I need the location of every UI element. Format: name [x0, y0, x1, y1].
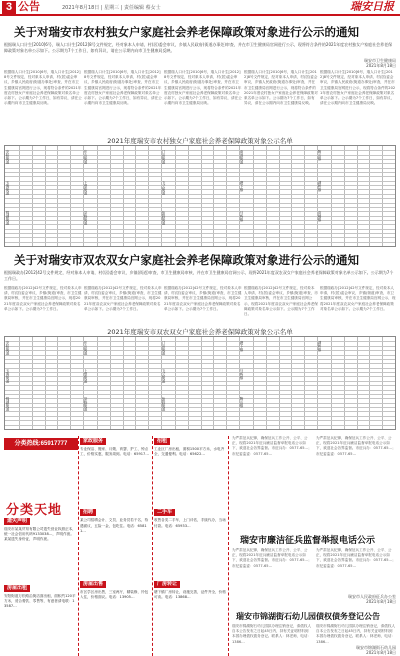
table-row [5, 229, 395, 230]
table-town-label: 玉海街道 [6, 369, 10, 383]
table-town-label: 东山街道 [84, 150, 88, 164]
right-column-text [232, 436, 396, 528]
table-column-divider [32, 146, 33, 246]
right-column-text-col: 为严肃征兵纪律，确保征兵工作公开、公平、公正，现将2021年征兵廉洁监督举报电话公示如下，欢迎社会各界监督。市征兵办：0577-65…；市纪委监委：0577-65… [232, 436, 312, 456]
notice3-text: 为严肃征兵纪律，确保征兵工作公开、公平、公正，现将2021年征兵廉洁监督举报电话公示如下，欢迎社会各界监督。市征兵办：0577-65…；市纪委监委：0577-65… [232, 548, 312, 568]
table-column-divider [304, 146, 305, 246]
table-row [5, 359, 395, 360]
notice2-body-col: 根据瑞政办[2012]42号文件规定，经对象本人申请，村(居)委会审议，乡镇(街道)审查，市卫生健康局审核，并在市卫生健康局官网公示，现将2021年度双农双女户家庭社会养老保障政策对象名单公示如下。公示期为7个工作日。 [320, 286, 396, 311]
table-row [5, 242, 395, 243]
table-town-label: 上望街道 [84, 180, 88, 195]
table-column-divider [213, 146, 214, 246]
table-row [5, 189, 395, 190]
table-column-divider [369, 146, 370, 246]
table-town-label: 仙降街道 [162, 397, 166, 411]
table-town-label: 飞云街道 [162, 180, 166, 195]
classified-banner: 分类天地 [6, 502, 63, 517]
notice4-signature: 瑞安市锦湖街石幼儿园 2021年8月18日 [356, 645, 396, 655]
table-town-label: 东山街道 [84, 341, 88, 355]
table-row [5, 341, 395, 342]
table-row [5, 176, 395, 177]
table-row [5, 185, 395, 186]
table-row [5, 376, 395, 377]
table-row [5, 203, 395, 204]
table-column-divider [188, 146, 189, 246]
table-row [5, 403, 395, 404]
table-column-divider [253, 146, 254, 246]
notice2-lead: 根据瑞政办[2012]42号文件规定，经对象本人申请，村(居)委会审议，乡镇(街道)审查，市卫生健康局审核，并在市卫生健康局官网公示，现将2021年度双农双女户家庭社会养老保障政策对象名单公示如下。公示期为7个工作日。 [4, 270, 394, 281]
table-row [5, 363, 395, 364]
table-row [5, 416, 395, 417]
classified-ad-text: 某公司招聘会计、文员、业务员若干名，待遇面议，五险一金，包吃住。电话：65811… [80, 518, 149, 533]
table-column-divider [97, 146, 98, 246]
table-row [5, 181, 395, 182]
table-row [5, 220, 395, 221]
masthead-logo: 瑞安日报 [350, 1, 394, 13]
table-row [5, 385, 395, 386]
table-row [5, 390, 395, 391]
table-column-divider [148, 146, 149, 246]
notice2-body-col: 根据瑞政办[2012]42号文件规定，经对象本人申请，村(居)委会审议，乡镇(街道)审查，市卫生健康局审核，并在市卫生健康局官网公示，现将2021年度双农双女户家庭社会养老保障政策对象名单公示如下。公示期为7个工作日。 [244, 286, 318, 317]
table-row [5, 355, 395, 356]
table-row [5, 159, 395, 160]
classified-divider [152, 436, 153, 656]
table-town-label: 陶山镇 [240, 397, 244, 408]
notice1-lead: 根据瑞人口计生[2010]6号，瑞人口计生[2012]8号文件规定，经对象本人申请，村(居)委会审议，乡镇人民政府(街道办事处)审查，并在市卫生健康局官网进行公示，现将符合条件的2021年度农村独女户家庭社会养老保障政策对象名单公示如下。公示期为7个工作日，如有异议，请在公示期内向市卫生健康局反映。 [4, 42, 393, 53]
table-column-divider [344, 146, 345, 246]
table-column-divider [70, 146, 71, 246]
table-column-divider [382, 146, 383, 246]
table-town-label: 马屿镇 [240, 369, 244, 380]
table-column-divider [110, 146, 111, 246]
notice2-table-title: 2021年度瑞安市双农双女户家庭社会养老保障政策对象公示名单 [107, 328, 293, 336]
table-row [5, 394, 395, 395]
table-row [5, 233, 395, 234]
table-row [5, 163, 395, 164]
table-town-label: 汀田街道 [162, 150, 166, 164]
table-row [5, 425, 395, 426]
notice1-signature: 瑞安市卫生健康局 2021年8月18日 [364, 58, 396, 68]
right-column-text-col: 为严肃征兵纪律，确保征兵工作公开、公平、公正，现将2021年征兵廉洁监督举报电话公示如下，欢迎社会各界监督。市征兵办：0577-65…；市纪委监委：0577-65… [316, 436, 396, 456]
table-row [5, 407, 395, 408]
page-header [0, 0, 400, 16]
table-town-label: 上望街道 [84, 369, 88, 383]
table-column-divider [175, 146, 176, 246]
notice3-title: 瑞安市廉洁征兵监督举报电话公示 [240, 535, 376, 545]
table-town-label: 莘塍街道 [84, 211, 88, 226]
classified-ad-text: 收售各类二手车，上门评估，手续代办，当场付款。电话：65933… [154, 518, 226, 528]
notice1-table-title: 2021年度瑞安市农村独女户家庭社会养老保障政策对象公示名单 [107, 137, 293, 145]
table-column-divider [331, 146, 332, 246]
table-town-label: 湖岭镇 [318, 341, 322, 352]
table-column-divider [291, 146, 292, 246]
classified-section-header: 房屋出售 [80, 581, 106, 588]
notice1-title: 关于对瑞安市农村独女户家庭社会养老保障政策对象进行公示的通知 [14, 27, 359, 39]
notice4-title: 瑞安市锦湖街石幼儿园债权债务登记公告 [236, 612, 380, 621]
table-row [5, 207, 395, 208]
notice1-body-col: 根据瑞人口计生[2010]6号，瑞人口计生[2012]8号文件规定，经对象本人申请，村(居)委会审议，乡镇人民政府(街道办事处)审查，并在市卫生健康局官网进行公示，现将符合条件的2021年度农村独女户家庭社会养老保障政策对象名单公示如下。公示期为7个工作日，如有异议，请在公示期内向市卫生健康局反映。 [4, 70, 82, 106]
table-town-label: 玉海街道 [6, 180, 10, 195]
table-row [5, 194, 395, 195]
table-row [5, 420, 395, 421]
table-town-label: 锦湖街道 [6, 397, 10, 411]
table-row [5, 198, 395, 199]
table-row [5, 346, 395, 347]
table-town-label: 安阳街道 [6, 150, 10, 164]
table-row [5, 368, 395, 369]
notice1-body-col: 根据瑞人口计生[2010]6号，瑞人口计生[2012]8号文件规定，经对象本人申请，村(居)委会审议，乡镇人民政府(街道办事处)审查，并在市卫生健康局官网进行公示，现将符合条件的2021年度农村独女户家庭社会养老保障政策对象名单公示如下。公示期为7个工作日，如有异议，请在公示期内向市卫生健康局反映。 [84, 70, 162, 106]
table-column-divider [266, 146, 267, 246]
notice4-text: 瑞安市锦湖街石幼儿园拟办理注销登记，请债权人自本公告发布之日起45日内，持有关证明材料到本园办理债权债务登记。联系人：林老师，电话：1386… [232, 624, 312, 644]
notice1-body-col: 根据瑞人口计生[2010]6号，瑞人口计生[2012]8号文件规定，经对象本人申请，村(居)委会审议，乡镇人民政府(街道办事处)审查，并在市卫生健康局官网进行公示，现将符合条件的2021年度农村独女户家庭社会养老保障政策对象名单公示如下。公示期为7个工作日，如有异议，请在公示期内向市卫生健康局反映。 [164, 70, 242, 106]
notice2-body-col: 根据瑞政办[2012]42号文件规定，经对象本人申请，村(居)委会审议，乡镇(街道)审查，市卫生健康局审核，并在市卫生健康局官网公示，现将2021年度双农双女户家庭社会养老保障政策对象名单公示如下。公示期为7个工作日。 [4, 286, 82, 311]
table-row [5, 216, 395, 217]
table-column-divider [201, 146, 202, 246]
classified-section-header: 二手车 [154, 509, 175, 516]
notice1-body-col: 根据瑞人口计生[2010]6号，瑞人口计生[2012]8号文件规定，经对象本人申请，村(居)委会审议，乡镇人民政府(街道办事处)审查，并在市卫生健康局官网进行公示，现将符合条件的2021年度农村独女户家庭社会养老保障政策对象名单公示如下。公示期为7个工作日，如有异议，请在公示期内向市卫生健康局反映。 [320, 70, 396, 106]
table-town-label: 莘塍街道 [84, 397, 88, 411]
table-row [5, 211, 395, 212]
table-town-label: 飞云街道 [162, 369, 166, 383]
table-town-label: 湖岭镇 [318, 180, 322, 192]
table-row [5, 411, 395, 412]
classified-section-header: 遗失声明 [4, 518, 30, 525]
classified-ad-text: 市区学区房出售，三室两厅，精装修，拎包入住，价格面议。电话：13905… [80, 589, 149, 599]
table-row [5, 224, 395, 225]
table-column-divider [45, 146, 46, 246]
notice1-body-col: 根据瑞人口计生[2010]6号，瑞人口计生[2012]8号文件规定，经对象本人申请，村(居)委会审议，乡镇人民政府(街道办事处)审查，并在市卫生健康局官网进行公示，现将符合条件的2021年度农村独女户家庭社会养老保障政策对象名单公示如下。公示期为7个工作日，如有异议，请在公示期内向市卫生健康局反映。 [244, 70, 318, 106]
page-number-badge: 3 [2, 1, 16, 14]
table-row [5, 155, 395, 156]
classified-section-header: 房屋出租 [4, 585, 30, 592]
table-town-label: 安阳街道 [6, 341, 10, 355]
table-row [5, 381, 395, 382]
table-row [5, 372, 395, 373]
table-town-label: 汀田街道 [162, 341, 166, 355]
notice2-title: 关于对瑞安市双农双女户家庭社会养老保障政策对象进行公示的通知 [14, 255, 359, 267]
classified-ad-text: 安阳街道万松路沿街店面出租，面积约120平方米，适合餐饮、零售等，有意者请电联：13587… [4, 594, 76, 609]
table-town-label: 南滨街道 [240, 150, 244, 164]
classified-ad-text: 瑞安市某某贸易有限公司遗失营业执照正本，统一社会信用代码9133038…，声明作废。某某遗失身份证，声明作废。 [4, 527, 76, 542]
table-row [5, 350, 395, 351]
notice4-text: 瑞安市锦湖街石幼儿园拟办理注销登记，请债权人自本公告发布之日起45日内，持有关证明材料到本园办理债权债务登记。联系人：林老师，电话：1386… [316, 624, 396, 644]
table-row [5, 168, 395, 169]
table-column-divider [57, 146, 58, 246]
classified-divider [78, 436, 79, 656]
table-column-divider [226, 146, 227, 246]
classified-section-header: 招聘 [80, 509, 96, 516]
table-column-divider [123, 146, 124, 246]
table-town-label: 塘下镇 [240, 180, 244, 192]
table-town-label: 陶山镇 [318, 150, 322, 161]
table-column-divider [317, 146, 318, 246]
table-town-label: 锦湖街道 [6, 211, 10, 226]
notice2-name-table [4, 336, 396, 430]
table-row [5, 398, 395, 399]
table-row [5, 172, 395, 173]
table-column-divider [357, 146, 358, 246]
notice2-body-col: 根据瑞政办[2012]42号文件规定，经对象本人申请，村(居)委会审议，乡镇(街道)审查，市卫生健康局审核，并在市卫生健康局官网公示，现将2021年度双农双女户家庭社会养老保障政策对象名单公示如下。公示期为7个工作日。 [164, 286, 242, 311]
notice1-name-table [4, 145, 396, 247]
table-town-label: 塘下镇 [240, 341, 244, 352]
classified-ad-text: 塘下镇厂房转让，设施完善，证件齐全，价格可谈。电话：13868… [154, 589, 226, 599]
notice3-signature: 瑞安市人民政府征兵办公室 2021年8月18日 [348, 594, 396, 604]
table-row [5, 237, 395, 238]
table-column-divider [279, 146, 280, 246]
classified-section-header: 家政服务 [80, 438, 106, 445]
notice2-body-col: 根据瑞政办[2012]42号文件规定，经对象本人申请，村(居)委会审议，乡镇(街道)审查，市卫生健康局审核，并在市卫生健康局官网公示，现将2021年度双农双女户家庭社会养老保障政策对象名单公示如下。公示期为7个工作日。 [84, 286, 162, 311]
table-row [5, 150, 395, 151]
page-section-name: 公告 [18, 1, 40, 13]
classified-section-header: 招租 [154, 438, 170, 445]
table-column-divider [135, 146, 136, 246]
table-column-divider [19, 146, 20, 246]
issue-line: 2021年8月18日 | 星期三 | 责任编辑 蔡女士 [62, 5, 161, 11]
notice3-text: 为严肃征兵纪律，确保征兵工作公开、公平、公正，现将2021年征兵廉洁监督举报电话公示如下，欢迎社会各界监督。市征兵办：0577-65…；市纪委监委：0577-65… [316, 548, 396, 568]
classified-ad-text: 专业保洁、搬家、月嫂、育婴、护工、钟点工，价格实惠，服务周到。电话：65917… [80, 447, 149, 457]
classified-ad-text: 工业区厂房出租，面积1500平方米，水电齐全，交通便利。电话：65622… [154, 447, 225, 457]
table-town-label: 仙降街道 [162, 211, 166, 226]
table-town-label: 马屿镇 [240, 211, 244, 222]
classified-section-header: 厂房转让 [154, 581, 180, 588]
classified-hotline: 分类热线:65917777 [4, 438, 78, 450]
classified-divider [228, 436, 229, 656]
table-town-label: 高楼镇 [318, 211, 322, 222]
